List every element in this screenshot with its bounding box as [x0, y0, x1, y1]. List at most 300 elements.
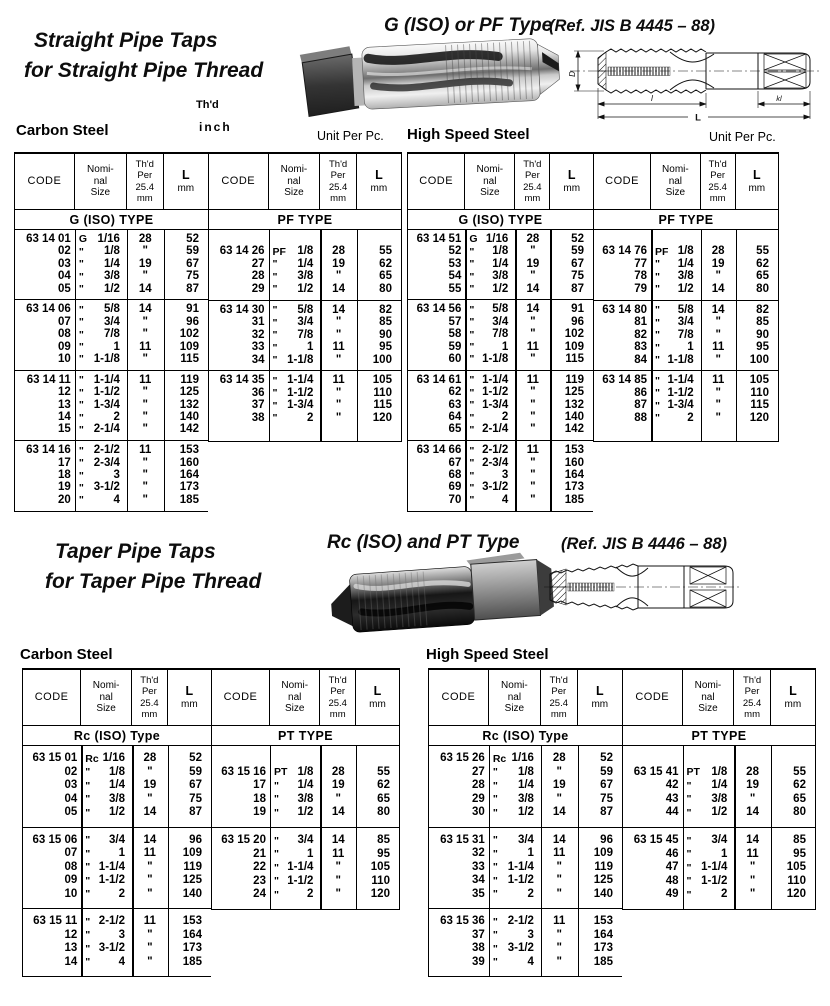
code-cell: 23: [253, 874, 266, 887]
column-divider: [269, 371, 271, 441]
size-cell: [269, 375, 321, 387]
dim-label-l: l: [651, 93, 653, 103]
length-cell: 120: [786, 888, 806, 900]
thd-cell: ": [335, 386, 342, 399]
table-row: [594, 246, 778, 258]
size-prefix: ": [272, 374, 278, 387]
size-value: 2: [501, 411, 509, 424]
column-header-line: 25.4: [328, 697, 347, 709]
size-prefix: ": [492, 847, 498, 860]
thd-cell: ": [142, 481, 148, 494]
column-divider: [489, 828, 491, 909]
length-cell: 105: [370, 861, 390, 873]
length-cell: 80: [756, 282, 769, 295]
column-header-line: Th'd: [708, 159, 727, 171]
column-divider: [465, 300, 467, 369]
size-cell: [270, 794, 320, 806]
column-divider: [320, 828, 322, 909]
size-prefix: ": [469, 316, 475, 329]
column-header-line: Nomi-: [280, 163, 308, 175]
code-cell: 02: [58, 245, 71, 258]
size-cell: [270, 767, 320, 779]
length-cell: 65: [379, 270, 392, 283]
column-divider: [578, 909, 580, 976]
column-divider: [736, 301, 738, 370]
thd-cell: ": [335, 270, 342, 283]
size-prefix: ": [469, 270, 475, 283]
size-value: 3/4: [109, 833, 126, 846]
code-cell: 55: [448, 282, 462, 295]
table-row: [23, 915, 211, 929]
code-cell: 63 14 66: [416, 444, 462, 457]
thd-cell: ": [530, 398, 536, 411]
length-cell: 80: [377, 806, 390, 818]
thd-cell: ": [556, 860, 562, 873]
thd-cell: 11: [746, 847, 759, 860]
size-cell: [81, 807, 132, 819]
column-header-line: 25.4: [742, 697, 762, 709]
size-value: 1-1/2: [287, 874, 314, 887]
column-divider: [683, 828, 685, 909]
length-cell: 67: [189, 779, 202, 791]
code-cell: 83: [634, 341, 648, 354]
size-prefix: ": [78, 316, 84, 329]
table-row: [15, 457, 208, 469]
unit-per-pc-left: Unit Per Pc.: [317, 129, 384, 143]
size-value: 1-1/4: [287, 374, 314, 387]
column-divider: [541, 828, 543, 909]
table-row: [408, 271, 593, 283]
thd-cell: ": [749, 888, 756, 900]
size-value: 3/8: [297, 792, 314, 805]
size-value: 1/4: [109, 779, 126, 791]
column-header-line: 25.4: [708, 181, 727, 193]
size-value: 1/4: [677, 257, 694, 270]
column-divider: [515, 300, 517, 369]
code-cell: 31: [251, 316, 265, 329]
size-value: 5/8: [677, 303, 694, 316]
size-cell: [651, 259, 701, 271]
size-value: 4: [118, 955, 126, 968]
thd-cell: ": [530, 245, 536, 258]
size-value: 3/4: [492, 315, 509, 328]
code-cell: 13: [64, 942, 78, 954]
size-cell: [489, 780, 541, 792]
size-prefix: ": [78, 411, 84, 424]
code-cell: 62: [448, 386, 462, 399]
column-header-line: Th'd: [328, 159, 348, 171]
size-value: 1-1/2: [98, 874, 126, 886]
code-cell: 07: [64, 847, 78, 859]
column-header: [771, 670, 815, 725]
code-cell: 52: [448, 245, 462, 258]
size-prefix: ": [492, 766, 498, 778]
size-value: 1: [501, 340, 509, 353]
thd-cell: 28: [332, 245, 345, 258]
column-divider: [515, 441, 517, 510]
column-divider: [465, 371, 467, 440]
column-header: [623, 670, 683, 725]
length-cell: 52: [186, 232, 199, 245]
row-group: [594, 301, 778, 371]
row-group: [408, 371, 593, 441]
column-header-line: Th'd: [549, 675, 568, 687]
row-group: [429, 746, 622, 828]
table-row: [594, 283, 778, 295]
size-value: 1/16: [485, 232, 509, 245]
thd-cell: ": [749, 861, 756, 873]
size-cell: [269, 271, 321, 283]
size-cell: [81, 957, 132, 969]
size-prefix: Rc: [492, 752, 507, 765]
size-value: 1-3/4: [287, 399, 314, 412]
table-row: [594, 329, 778, 341]
thd-cell: ": [335, 316, 342, 329]
table-row: [212, 806, 399, 820]
table-row: [212, 848, 399, 862]
code-cell: 63 15 20: [221, 834, 266, 846]
column-header-line: Nomi-: [87, 163, 114, 175]
column-header-line: L: [789, 684, 797, 699]
size-cell: [75, 400, 127, 412]
table-row: [23, 752, 211, 766]
column-header-line: L: [373, 684, 382, 699]
size-prefix: G: [469, 233, 478, 246]
size-prefix: ": [655, 316, 661, 329]
size-prefix: ": [272, 270, 278, 283]
column-divider: [269, 301, 271, 370]
code-cell: 12: [58, 386, 71, 399]
code-cell: 82: [634, 328, 648, 341]
size-value: 7/8: [103, 328, 120, 341]
code-cell: 63 15 31: [440, 833, 485, 846]
thd-cell: ": [530, 386, 536, 399]
size-cell: [270, 807, 320, 819]
thd-cell: ": [335, 399, 342, 412]
table-row: [429, 915, 622, 929]
thd-cell: ": [142, 328, 148, 341]
thd-cell: 11: [143, 847, 156, 859]
column-header-line: Per: [330, 170, 346, 182]
column-header-line: Nomi-: [694, 679, 722, 691]
length-cell: 173: [179, 481, 199, 494]
size-prefix: ": [78, 303, 84, 316]
thd-cell: 28: [526, 232, 540, 245]
table-row: [429, 956, 622, 970]
size-prefix: ": [686, 793, 692, 805]
length-cell: 85: [377, 834, 390, 846]
straight-ref-label: (Ref. JIS B 4445 – 88): [549, 17, 715, 35]
length-cell: 153: [179, 444, 199, 457]
size-cell: [465, 284, 515, 296]
code-cell: 47: [665, 861, 679, 873]
table-row: [212, 793, 399, 807]
table-row: [623, 779, 815, 793]
size-prefix: ": [78, 245, 84, 258]
column-header-line: nal: [507, 691, 522, 703]
thd-cell: 19: [331, 779, 345, 791]
length-cell: 82: [756, 303, 769, 316]
thd-cell: ": [530, 315, 536, 328]
thd-cell: ": [556, 874, 562, 886]
column-header-line: 25.4: [140, 697, 159, 709]
size-cell: [465, 387, 515, 399]
code-cell: 19: [253, 806, 266, 818]
size-prefix: ": [655, 258, 661, 271]
column-divider: [168, 746, 170, 827]
table-row: [594, 317, 778, 329]
size-prefix: ": [686, 848, 692, 860]
size-cell: [489, 835, 541, 847]
length-cell: 140: [179, 411, 199, 424]
size-value: 7/8: [492, 328, 509, 341]
table-row: [594, 305, 778, 317]
column-header: [550, 154, 593, 209]
size-prefix: ": [469, 283, 475, 295]
straight-section-title: [24, 26, 263, 86]
column-header: [594, 154, 651, 209]
size-prefix: ": [272, 283, 278, 295]
column-header-line: CODE: [419, 175, 454, 188]
row-group: [23, 909, 211, 977]
size-prefix: G: [78, 233, 87, 246]
length-cell: 125: [564, 386, 584, 399]
table-row: [23, 793, 211, 807]
thd-cell: 14: [552, 806, 566, 818]
size-value: 3/4: [711, 834, 728, 846]
size-cell: [489, 957, 541, 969]
size-value: 1-1/2: [507, 874, 534, 886]
size-value: 1: [307, 847, 314, 860]
size-value: 1/2: [517, 806, 534, 818]
table-row: [209, 400, 401, 412]
column-header: [81, 670, 132, 725]
column-divider: [81, 909, 83, 976]
thd-cell: ": [335, 411, 342, 424]
taper-carbon-label: Carbon Steel: [20, 646, 113, 663]
thd-cell: 19: [552, 779, 566, 791]
size-cell: [465, 458, 515, 470]
size-prefix: ": [85, 766, 91, 778]
length-cell: 62: [793, 779, 806, 791]
table-row: [429, 861, 622, 875]
size-cell: [75, 246, 127, 258]
size-cell: [269, 330, 321, 342]
table-half: [428, 668, 622, 977]
table-row: [623, 875, 815, 889]
size-cell: [465, 354, 515, 366]
thd-cell: ": [530, 493, 536, 506]
size-value: 1-1/8: [482, 352, 509, 365]
column-header-line: Th'd: [140, 675, 159, 687]
column-header-line: mm: [709, 192, 726, 204]
table-row: [23, 942, 211, 956]
length-cell: 91: [571, 303, 584, 316]
table-row: [15, 387, 208, 399]
code-cell: 17: [253, 779, 266, 791]
column-header: [357, 154, 401, 209]
table-half: [208, 152, 402, 442]
size-cell: [269, 259, 321, 271]
size-prefix: ": [492, 929, 498, 941]
size-prefix: ": [273, 875, 279, 887]
size-value: 3: [118, 928, 126, 941]
size-cell: [81, 753, 132, 765]
code-cell: 63 14 76: [602, 245, 648, 258]
size-cell: [269, 246, 321, 258]
size-cell: [81, 875, 132, 887]
column-header-line: 25.4: [328, 181, 348, 193]
table-row: [408, 341, 593, 353]
code-cell: 04: [58, 270, 71, 283]
size-prefix: ": [469, 423, 475, 436]
column-header: [23, 670, 81, 725]
column-divider: [550, 300, 552, 369]
thd-cell: ": [142, 456, 148, 469]
size-value: 2: [527, 887, 534, 900]
code-cell: 63 14 35: [219, 374, 265, 387]
straight-hss-label: High Speed Steel: [407, 126, 530, 143]
column-header-line: Size: [90, 187, 111, 199]
table-row: [429, 793, 622, 807]
code-cell: 32: [472, 847, 485, 859]
length-cell: 110: [787, 874, 806, 887]
column-divider: [164, 441, 166, 510]
size-value: 1/8: [109, 765, 126, 778]
code-cell: 34: [251, 353, 265, 366]
type-band: G (ISO) TYPE: [15, 210, 208, 230]
code-cell: 24: [253, 888, 266, 900]
size-value: 1/16: [97, 232, 120, 245]
table-row: [23, 766, 211, 780]
size-prefix: ": [655, 387, 661, 400]
column-header-line: Nomi-: [281, 679, 309, 691]
size-value: 1/2: [492, 282, 509, 295]
thd-cell: ": [142, 493, 148, 506]
size-cell: [270, 889, 320, 901]
size-prefix: ": [78, 270, 84, 283]
column-header-line: Per: [330, 686, 346, 698]
size-cell: [75, 495, 127, 507]
code-cell: 63 15 16: [221, 765, 266, 778]
table-row: [408, 234, 593, 246]
length-cell: 59: [186, 245, 199, 258]
code-cell: 53: [448, 257, 462, 270]
code-cell: 69: [448, 481, 462, 494]
code-cell: 63 15 41: [633, 765, 679, 778]
code-cell: 10: [64, 887, 78, 900]
thd-cell: ": [142, 423, 148, 436]
length-cell: 87: [571, 282, 584, 295]
size-cell: [465, 400, 515, 412]
size-prefix: ": [85, 874, 91, 887]
thd-cell: 11: [332, 374, 345, 387]
size-value: 1: [306, 341, 314, 354]
size-value: 5/8: [103, 303, 120, 316]
column-header-line: Size: [284, 187, 304, 199]
column-divider: [132, 909, 134, 976]
size-cell: [651, 342, 701, 354]
code-cell: 63 14 06: [26, 303, 71, 316]
length-cell: 100: [372, 353, 392, 366]
column-header-line: L: [181, 168, 190, 183]
size-cell: [269, 400, 321, 412]
column-divider: [489, 746, 491, 827]
column-header: [15, 154, 75, 209]
size-value: 1/4: [517, 779, 534, 791]
column-divider: [168, 909, 170, 976]
size-value: 3/4: [517, 833, 534, 846]
code-cell: 54: [448, 270, 462, 283]
size-value: 1/16: [102, 752, 126, 764]
size-prefix: ": [686, 834, 692, 847]
size-cell: [270, 849, 320, 861]
size-prefix: ": [469, 399, 475, 412]
length-cell: 125: [182, 874, 202, 886]
size-prefix: ": [272, 316, 278, 329]
length-cell: 67: [571, 257, 584, 270]
column-divider: [132, 746, 134, 827]
length-cell: 115: [373, 399, 392, 412]
row-group: [15, 300, 208, 370]
code-cell: 03: [58, 257, 71, 270]
code-cell: 08: [64, 860, 78, 873]
table-row: [623, 806, 815, 820]
size-prefix: ": [273, 834, 279, 847]
thd-cell: ": [530, 423, 536, 436]
column-header-line: L: [752, 168, 761, 183]
size-value: 1: [113, 340, 120, 353]
size-value: 2-1/2: [482, 444, 509, 457]
table-row: [408, 470, 593, 482]
column-header-line: nal: [701, 691, 715, 703]
size-prefix: ": [78, 341, 84, 354]
size-cell: [489, 794, 541, 806]
thd-cell: 11: [332, 847, 345, 860]
column-header: [515, 154, 550, 209]
size-cell: [465, 271, 515, 283]
size-prefix: ": [469, 494, 475, 507]
column-divider: [515, 230, 517, 299]
code-cell: 27: [251, 257, 265, 270]
column-header-line: Size: [96, 703, 116, 715]
row-group: [23, 746, 211, 828]
column-header-line: Size: [480, 187, 500, 199]
size-cell: [270, 876, 320, 888]
size-value: 1/8: [297, 765, 314, 778]
column-header-line: 25.4: [549, 697, 569, 709]
taper-tap-diagram: [542, 552, 742, 632]
table-row: [623, 766, 815, 780]
size-prefix: ": [469, 303, 475, 316]
dim-label-L: L: [695, 112, 701, 123]
code-cell: 17: [58, 456, 71, 469]
column-header-line: CODE: [635, 691, 670, 704]
table-row: [209, 387, 401, 399]
column-header-line: Per: [744, 686, 760, 698]
size-cell: [75, 482, 127, 494]
length-cell: 105: [749, 374, 769, 387]
code-cell: 38: [472, 942, 485, 954]
size-value: 3/8: [103, 270, 120, 283]
code-cell: 30: [472, 806, 485, 818]
size-prefix: ": [273, 861, 279, 874]
code-cell: 63 15 26: [440, 752, 485, 764]
table-row: [408, 374, 593, 386]
size-cell: [683, 849, 735, 861]
row-group: [212, 746, 399, 828]
size-cell: [465, 445, 515, 457]
